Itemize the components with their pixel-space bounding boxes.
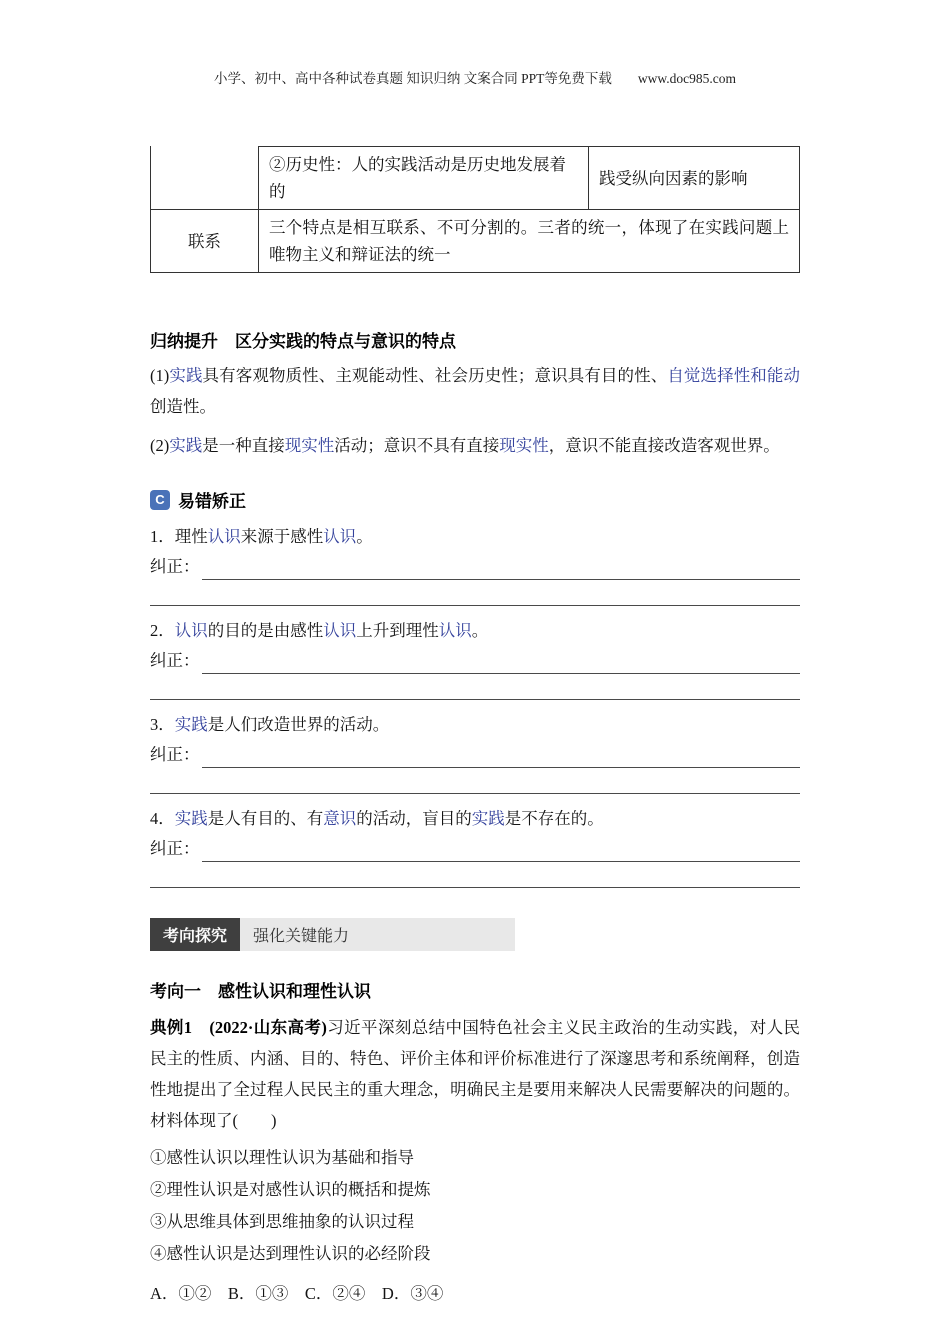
text-segment: 典例1 (2022·山东高考) (150, 1018, 327, 1037)
text-segment: 1．理性 (150, 527, 208, 546)
error-statement (150, 806, 800, 832)
text-segment: 认识 (323, 527, 357, 546)
text-segment: 是人们改造世界的活动。 (207, 715, 390, 734)
text-segment: 习近平深刻总结中国特色社会主义民主政治的生动实践，对人民民主的性质、内涵、目的、特色、评价主体和评价标准进行了深邃思考和系统阐释，创造性地提出了全过程人民民主的重大理念，明确民主是要用来解决人民需要解决的问题的。材料体现了( ) (150, 1018, 801, 1130)
text-segment: 的活动，盲目的 (356, 809, 472, 828)
answer-blank-line (202, 652, 801, 674)
text-segment: 认识 (323, 621, 357, 640)
option-item-1: ①感性认识以理性认识为基础和指导 (150, 1148, 414, 1167)
text-segment: 4． (150, 809, 175, 828)
answer-blank-line (150, 862, 800, 888)
text-segment: 活动；意识不具有直接 (334, 436, 500, 455)
exam-banner-secondary: 强化关键能力 (240, 918, 515, 951)
summary-line-2 (150, 430, 800, 461)
text-segment: ，意识不能直接改造客观世界。 (548, 436, 780, 455)
text-segment: 具有客观物质性、主观能动性、社会历史性；意识具有目的性、 (202, 366, 668, 385)
correction-row (150, 742, 800, 768)
header-promo-text: 小学、初中、高中各种试卷真题 知识归纳 文案合同 PPT等免费下载 (214, 71, 612, 86)
table-cell-relation-content: 三个特点是相互联系、不可分割的。三者的统一，体现了在实践问题上唯物主义和辩证法的统一 (258, 210, 800, 273)
option-item-2: ②理性认识是对感性认识的概括和提炼 (150, 1180, 431, 1199)
text-segment: 3． (150, 715, 175, 734)
error-item-4 (150, 806, 800, 888)
text-segment: 实践 (174, 715, 208, 734)
text-segment: 是不存在的。 (504, 809, 604, 828)
text-segment: 。 (356, 527, 373, 546)
correction-label: 纠正： (150, 651, 200, 670)
answer-blank-line (202, 558, 801, 580)
table-cell-relation-label: 联系 (150, 210, 258, 273)
answer-blank-line (202, 746, 801, 768)
text-segment: 认识 (174, 621, 208, 640)
answer-blank-line (202, 840, 801, 862)
correction-row (150, 836, 800, 862)
error-statement (150, 712, 800, 738)
example-paragraph (150, 1012, 800, 1136)
text-segment: 自觉选择性和能动 (667, 366, 801, 385)
practice-features-table (150, 146, 800, 273)
correction-row (150, 554, 800, 580)
error-correction-title: 易错矫正 (178, 492, 246, 511)
error-item-1 (150, 524, 800, 606)
direction-heading: 考向一 感性认识和理性认识 (150, 982, 371, 1001)
correction-label: 纠正： (150, 839, 200, 858)
text-segment: 2． (150, 621, 175, 640)
text-segment: 现实性 (284, 436, 335, 455)
exam-banner-primary: 考向探究 (150, 918, 240, 951)
exam-banner (150, 918, 515, 951)
summary-line-1 (150, 360, 800, 422)
answer-blank-line (150, 768, 800, 794)
correction-row (150, 648, 800, 674)
text-segment: 认识 (438, 621, 472, 640)
text-segment: 是一种直接 (202, 436, 285, 455)
table-cell-note (588, 146, 800, 210)
text-segment: (1) (150, 366, 170, 385)
error-statement (150, 618, 800, 644)
text-segment: 认识 (207, 527, 241, 546)
error-item-3 (150, 712, 800, 794)
table-cell-historicity: ②历史性：人的实践活动是历史地发展着的 (258, 146, 588, 210)
correction-label: 纠正： (150, 557, 200, 576)
answer-choices: A．①② B．①③ C．②④ D．③④ (150, 1284, 444, 1303)
text-segment: 。 (471, 621, 489, 640)
text-segment: 实践 (169, 366, 203, 385)
summary-title: 归纳提升 区分实践的特点与意识的特点 (150, 332, 456, 351)
text-segment: 是人有目的、有 (207, 809, 324, 828)
answer-blank-line (150, 580, 800, 606)
text-segment: 实践 (471, 809, 505, 828)
text-segment: (2) (150, 436, 170, 455)
error-item-2 (150, 618, 800, 700)
table-cell-note-text: 践受纵向因素的影响 (599, 168, 748, 188)
option-item-4: ④感性认识是达到理性认识的必经阶段 (150, 1244, 431, 1263)
text-segment: 来源于感性 (240, 527, 324, 546)
text-segment: 意识 (323, 809, 357, 828)
page-header (150, 70, 800, 88)
header-site-link[interactable]: www.doc985.com (637, 71, 736, 86)
correction-label: 纠正： (150, 745, 200, 764)
text-segment: 创造性。 (150, 397, 216, 416)
table-row (150, 146, 800, 210)
text-segment: 实践 (169, 436, 203, 455)
error-statement (150, 524, 800, 550)
error-correction-header (150, 487, 800, 512)
error-correction-icon: C (150, 490, 170, 510)
text-segment: 的目的是由感性 (207, 621, 324, 640)
text-segment: 上升到理性 (356, 621, 439, 640)
text-segment: 实践 (174, 809, 208, 828)
option-list (150, 1142, 800, 1270)
text-segment: 现实性 (499, 436, 549, 455)
table-row (150, 210, 800, 273)
answer-blank-line (150, 674, 800, 700)
table-cell-empty (150, 146, 258, 210)
option-item-3: ③从思维具体到思维抽象的认识过程 (150, 1212, 414, 1231)
